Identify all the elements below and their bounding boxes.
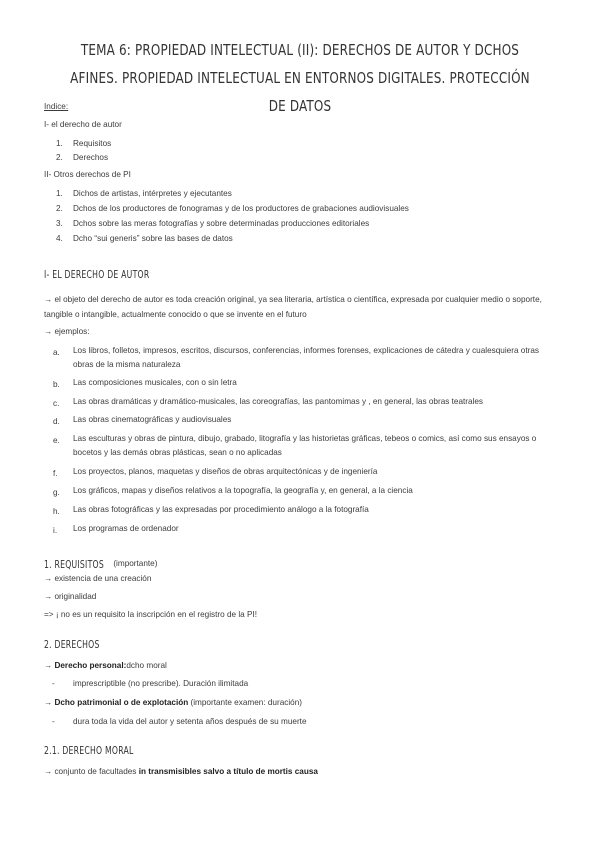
moral-definition-text: → conjunto de facultades	[44, 767, 139, 776]
arrow: →	[44, 698, 55, 707]
list-item: Requisitos	[73, 139, 112, 148]
list-item: Las esculturas y obras de pintura, dibujo, grabado, litografía y las historietas gráficas, tebeos o comics, así como sus ensayos o bocetos y las demás obras plásticas, sean o no aplicadas	[73, 434, 537, 457]
list-item-number: 1.	[56, 189, 63, 198]
list-item-letter: d.	[53, 417, 60, 426]
list-item-letter: i.	[53, 526, 58, 535]
derecho-personal-detail: imprescriptible (no prescribe). Duración ilimitada	[73, 679, 249, 688]
list-item: Los proyectos, planos, maquetas y diseños de obras arquitectónicas y de ingeniería	[73, 467, 378, 476]
subsection-heading: 1. REQUISITOS	[44, 558, 104, 571]
moral-definition-bold: in transmisibles salvo a título de mortis causa	[138, 767, 318, 776]
page-title: TEMA 6: PROPIEDAD INTELECTUAL (II): DERECHOS DE AUTOR Y DCHOS AFINES. PROPIEDAD INTELECTUAL EN ENTORNOS DIGITALES. PROTECCIÓN DE DATOS	[70, 41, 530, 115]
list-item-number: 4.	[56, 234, 63, 243]
list-item: Las obras cinematográficas y audiovisuales	[73, 415, 232, 424]
list-item: Las composiciones musicales, con o sin letra	[73, 378, 237, 387]
derecho-personal-label: Derecho personal:	[54, 661, 127, 670]
list-item: Dchos de los productores de fonogramas y de los productores de grabaciones audiovisuales	[73, 204, 409, 213]
indice-label: Indice:	[44, 102, 69, 111]
list-item-number: 3.	[56, 219, 63, 228]
list-item-letter: g.	[53, 488, 60, 497]
list-item: Dcho “sui generis” sobre las bases de datos	[73, 234, 233, 243]
derecho-patrimonial-label: Dcho patrimonial o de explotación	[54, 698, 189, 707]
list-item: Derechos	[73, 153, 109, 162]
derecho-patrimonial-line	[44, 697, 302, 708]
list-item: Dchos sobre las meras fotografías y sobre determinadas producciones editoriales	[73, 219, 370, 228]
list-item: Los libros, folletos, impresos, escritos, discursos, conferencias, informes forenses, explicaciones de cátedra y cualesquiera otras obras de la misma naturaleza	[73, 346, 539, 369]
list-item: Los programas de ordenador	[73, 524, 179, 533]
requisito-line: → existencia de una creación	[44, 574, 152, 583]
subsection-heading: 2.1. DERECHO MORAL	[44, 744, 134, 757]
section-heading: I- EL DERECHO DE AUTOR	[44, 268, 150, 281]
section-paragraph: → el objeto del derecho de autor es toda creación original, ya sea literaria, artística o científica, expresada por cualquier medio o soporte, tangible o intangible, actualmente conocido o que se invente en el futuro	[44, 295, 542, 319]
list-item-letter: e.	[53, 436, 60, 445]
list-item-letter: b.	[53, 380, 60, 389]
arrow: →	[44, 661, 55, 670]
list-item-letter: a.	[53, 348, 60, 357]
derecho-patrimonial-note: (importante examen: duración)	[188, 698, 302, 707]
derecho-personal-value: dcho moral	[126, 661, 167, 670]
indice-part2: II- Otros derechos de PI	[44, 170, 131, 179]
dash-bullet: -	[52, 679, 55, 688]
derecho-personal-line	[44, 660, 167, 671]
moral-definition	[44, 766, 318, 777]
list-item-letter: c.	[53, 399, 60, 408]
ejemplos-label: → ejemplos:	[44, 327, 90, 336]
list-item: Las obras fotográficas y las expresadas por procedimiento análogo a la fotografía	[73, 505, 369, 514]
subsection-heading: 2. DERECHOS	[44, 638, 100, 651]
indice-part1: I- el derecho de autor	[44, 120, 122, 129]
list-item: Las obras dramáticas y dramático-musicales, las coreografías, las pantomimas y , en general, las obras teatrales	[73, 397, 484, 406]
requisito-note: => ¡ no es un requisito la inscripción en el registro de la PI!	[44, 610, 257, 619]
list-item-number: 2.	[56, 153, 63, 162]
importance-note: (importante)	[113, 559, 158, 568]
list-item-number: 1.	[56, 139, 63, 148]
list-item-letter: h.	[53, 507, 60, 516]
list-item-number: 2.	[56, 204, 63, 213]
requisitos-heading-row	[44, 555, 169, 573]
dash-bullet: -	[52, 717, 55, 726]
list-item: Dichos de artistas, intérpretes y ejecutantes	[73, 189, 232, 198]
requisito-line: → originalidad	[44, 592, 97, 601]
list-item-letter: f.	[53, 469, 58, 478]
list-item: Los gráficos, mapas y diseños relativos a la topografía, la geografía y, en general, a la ciencia	[73, 486, 413, 495]
derecho-patrimonial-detail: dura toda la vida del autor y setenta años después de su muerte	[73, 717, 307, 726]
